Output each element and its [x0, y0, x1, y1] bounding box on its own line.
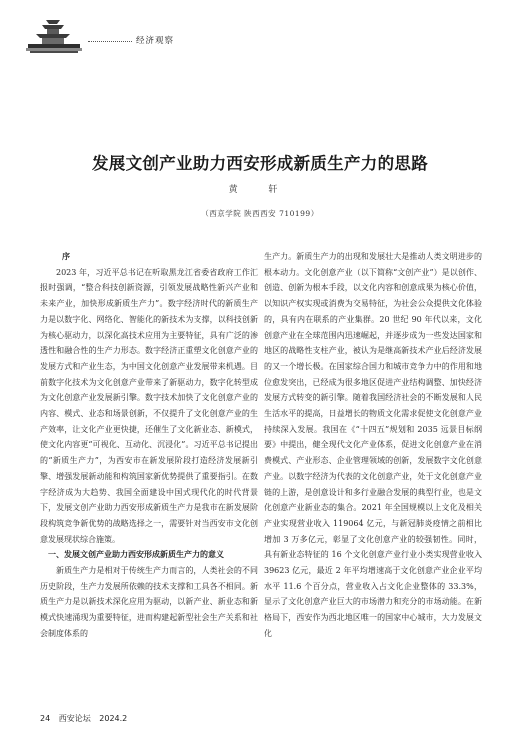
left-column — [40, 249, 258, 642]
preface-heading: 序 — [62, 252, 70, 261]
journal-issue: 2024.2 — [99, 714, 128, 723]
decorative-dotted-line — [88, 41, 132, 42]
article-title: 发展文创产业助力西安形成新质生产力的思路 — [92, 154, 428, 173]
article-author: 黄 轩 — [228, 185, 292, 195]
section-label: 经济观察 — [136, 36, 175, 46]
section-heading: 一、发展文创产业助力西安形成新质生产力的意义 — [48, 550, 224, 560]
author-affiliation: （西京学院 陕西西安 710199） — [201, 209, 319, 218]
journal-name: 西安论坛 — [58, 714, 91, 723]
right-column — [264, 249, 482, 642]
page-header — [26, 16, 496, 56]
paragraph: 生产力。新质生产力的出现和发展壮大是推动人类文明进步的根本动力。文化创意产业（以下简称“文创产业”）是以创作、创造、创新为根本手段，以文化内容和创意成果为核心价值，以知识产权实现或消费为交易特征，为社会公众提供文化体验的，具有内在联系的产业集群。20 世纪 90 年代以来，文化创意产业在全球范围内迅速崛起，并逐步成为一些发达国家和地区的战略性支柱产业，被认为是继高新技术产业后经济发展的又一个增长极。在国家综合国力和城市竞争力中的作用和地位愈发突出，已经成为很多地区促进产业结构调整、加快经济发展方式转变的新引擎。随着我国经济社会的不断发展和人民生活水平的提高，日益增长的物质文化需求促使文化创意产业持续深入发展。我国在《“十四五”规划和 2035 远景目标纲要》中提出，健全现代文化产业体系，促进文化创意产业在消费模式、产业形态、企业管理领域的创新，发展数字文化创意产业。以数字经济为代表的文化创意产业，处于文化创意产业链的上游，是创意设计和多行业融合发展的典型行业，也是文化创意产业新业态的集合。2021 年全国规模以上文化及相关产业实现营业收入 119064 亿元，与新冠肺炎疫情之前相比增加 3 万多亿元，彰显了文化创意产业的较强韧性。同时，具有新业态特征的 16 个文化创意产业行业小类实现营业收入 39623 亿元，最近 2 年平均增速高于文化创意产业企业平均水平 11.6 个百分点，营业收入占文化企业整体的 33.3%，显示了文化创意产业巨大的市场潜力和充分的市场动能。在新格局下，西安作为西北地区唯一的国家中心城市，大力发展文化 — [264, 252, 482, 638]
paragraph: 新质生产力是相对于传统生产力而言的，人类社会的不同历史阶段，生产力发展所依赖的技术支撑和工具各不相同。新质生产力是以新技术深化应用为驱动，以新产业、新业态和新模式快速涌现为重要特征，进而构建起新型社会生产关系和社会制度体系的 — [40, 566, 258, 638]
paragraph: 2023 年，习近平总书记在听取黑龙江省委省政府工作汇报时强调，“整合科技创新资源，引领发展战略性新兴产业和未来产业，加快形成新质生产力”。数字经济时代的新质生产力是以数字化、网络化、智能化的新技术为支撑，以科技创新为核心驱动力，以深化高技术应用为主要特征，具有广泛的渗透性和融合性的生产力形态。数字经济正重塑文化创意产业的发展方式和产业生态，为中国文化创意产业发展带来机遇。目前数字化技术为文化创意产业带来了新驱动力，数字化转型成为文化创意产业发展新引擎。数字技术加快了文化创意产业的内容、模式、业态和场景创新，不仅提升了文化创意产业的生产效率，让文化产业更快捷，还催生了文化新业态、新模式，使文化内容更“可视化、互动化、沉浸化”。习近平总书记提出的“新质生产力”，为西安市在新发展阶段打造经济发展新引擎、增强发展新动能和构筑国家新优势提供了重要指引。在数字经济成为大趋势、我国全面建设中国式现代化的时代背景下，发展文创产业助力西安形成新质生产力是我市在新发展阶段构筑竞争新优势的战略选择之一，需要针对当西安市文化创意发展现状综合施策。 — [40, 267, 258, 544]
page-number: 24 — [40, 714, 51, 723]
pagoda-building-icon — [26, 16, 82, 56]
page-footer — [40, 713, 133, 724]
